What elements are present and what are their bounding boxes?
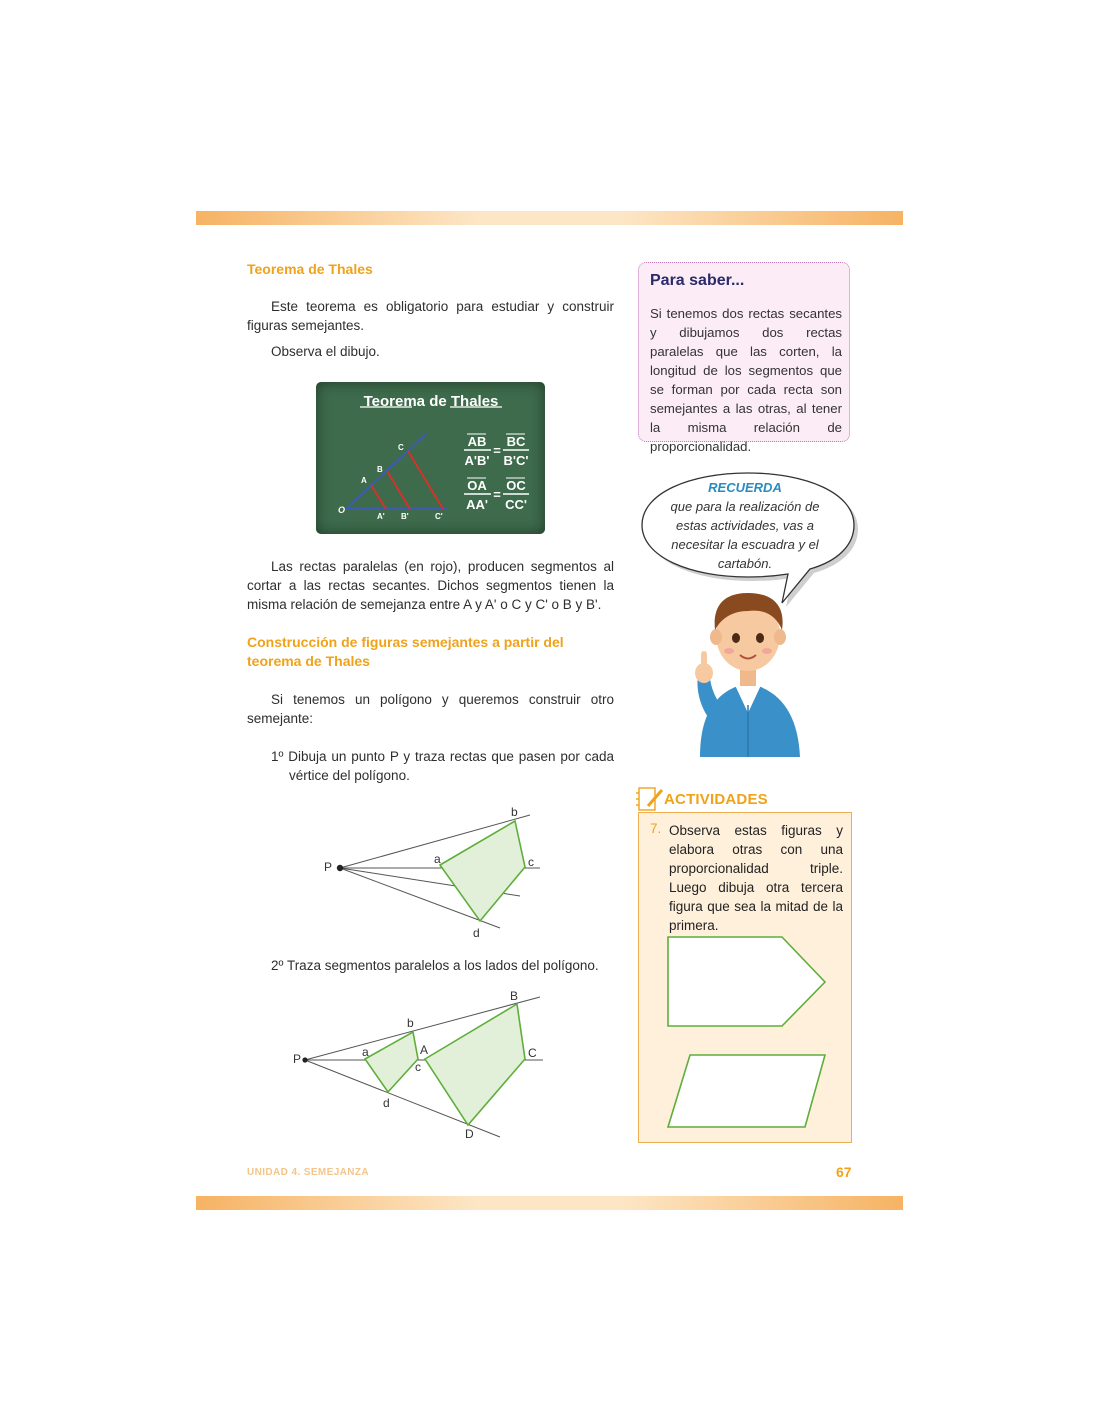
formula1-num-right: BC xyxy=(506,434,526,449)
formula2-num-left: OA xyxy=(467,478,487,493)
parallel-line-cc xyxy=(408,451,443,509)
thales-blackboard xyxy=(316,382,545,534)
page-number: 67 xyxy=(836,1164,852,1180)
large-green-polygon xyxy=(425,1004,525,1125)
label-d-small: d xyxy=(383,1096,390,1110)
thales-formula-1 xyxy=(464,434,529,468)
formula1-num-left: AB xyxy=(467,434,487,449)
top-decorative-band xyxy=(196,211,903,225)
formula1-den-right: B'C' xyxy=(503,453,529,468)
parallelogram-figure xyxy=(668,1055,825,1127)
paragraph-paralelas: Las rectas paralelas (en rojo), producen segmentos al cortar a las rectas secantes. Dichos segmentos tienen la misma relación de semejanza entre A y A' o C y C' o B y B'. xyxy=(247,559,614,612)
label-c-small: c xyxy=(415,1060,421,1074)
actividad-figures xyxy=(660,930,840,1130)
boy-ear-left xyxy=(710,629,722,645)
point-label-b: B xyxy=(377,465,383,474)
recuerda-body: que para la realización de estas actividades, vas a necesitar la escuadra y el cartabón. xyxy=(670,499,820,571)
point-label-c: C xyxy=(398,443,404,452)
point-label-a: A xyxy=(361,476,367,485)
boy-neck xyxy=(740,670,756,686)
point-label-b-prime: B' xyxy=(401,512,409,521)
thales-formula-2 xyxy=(464,478,529,512)
parallel-line-bb xyxy=(387,471,410,509)
step-1: 1º Dibuja un punto P y traza rectas que pasen por cada vértice del polígono. xyxy=(271,749,614,783)
boy-character xyxy=(695,593,800,757)
actividades-title: ACTIVIDADES xyxy=(664,791,768,808)
actividad-number: 7. xyxy=(650,821,662,836)
label-p: P xyxy=(293,1052,302,1066)
recuerda-title: RECUERDA xyxy=(708,480,782,495)
paragraph-observa: Observa el dibujo. xyxy=(271,344,380,359)
figure-step-2 xyxy=(285,985,555,1145)
point-p xyxy=(302,1057,307,1062)
boy-eye-left xyxy=(732,633,740,643)
boy-finger xyxy=(701,651,707,669)
recuerda-text xyxy=(656,478,834,573)
green-polygon xyxy=(440,821,525,921)
formula1-den-left: A'B' xyxy=(464,453,490,468)
point-p xyxy=(337,865,343,871)
para-saber-title: Para saber... xyxy=(650,272,745,289)
bottom-decorative-band xyxy=(196,1196,903,1210)
label-b-large: B xyxy=(510,989,519,1003)
label-a-large: A xyxy=(420,1043,429,1057)
label-c: c xyxy=(528,855,534,869)
point-label-c-prime: C' xyxy=(435,512,443,521)
label-b: b xyxy=(511,805,518,819)
label-p: P xyxy=(324,860,333,874)
label-a: a xyxy=(434,852,441,866)
formula1-equals: = xyxy=(493,443,501,458)
label-d-large: D xyxy=(465,1127,474,1141)
notebook-pencil-icon xyxy=(636,786,666,812)
step-2: 2º Traza segmentos paralelos a los lados del polígono. xyxy=(271,958,599,973)
label-c-large: C xyxy=(528,1046,537,1060)
footer-unit: UNIDAD 4. SEMEJANZA xyxy=(247,1167,370,1178)
formula2-num-right: OC xyxy=(506,478,526,493)
para-saber-body: Si tenemos dos rectas secantes y dibujamos dos rectas paralelas que las corten, la longitud de los segmentos que se forman por cada recta son semejantes a las otras, al tener la misma relación de proporcionalidad. xyxy=(650,306,842,454)
para-saber-box xyxy=(638,262,850,454)
section-heading-thales: Teorema de Thales xyxy=(247,261,373,277)
label-d: d xyxy=(473,926,480,940)
formula2-den-left: AA' xyxy=(466,497,488,512)
formula2-equals: = xyxy=(493,487,501,502)
paragraph-poligono: Si tenemos un polígono y queremos construir otro semejante: xyxy=(247,692,614,726)
label-a-small: a xyxy=(362,1045,369,1059)
point-label-o: O xyxy=(338,505,346,515)
point-label-a-prime: A' xyxy=(377,512,385,521)
secant-line-upper xyxy=(346,434,426,509)
formula2-den-right: CC' xyxy=(505,497,527,512)
small-green-polygon xyxy=(365,1032,418,1092)
paragraph-intro: Este teorema es obligatorio para estudiar y construir figuras semejantes. xyxy=(247,299,614,333)
actividad-text: Observa estas figuras y elabora otras con una proporcionalidad triple. Luego dibuja otra tercera figura que sea la mitad de la primera. xyxy=(669,823,843,933)
boy-cheek-left xyxy=(724,648,734,654)
boy-ear-right xyxy=(774,629,786,645)
thales-diagram xyxy=(316,382,545,534)
blackboard-title: Teorema de Thales xyxy=(363,393,499,410)
section-heading-construccion: Construcción de figuras semejantes a partir del teorema de Thales xyxy=(247,634,564,669)
figure-step-1 xyxy=(310,800,570,945)
pentagon-figure xyxy=(668,937,825,1026)
label-b-small: b xyxy=(407,1016,414,1030)
boy-eye-right xyxy=(756,633,764,643)
boy-cheek-right xyxy=(762,648,772,654)
parallel-line-aa xyxy=(371,485,386,509)
